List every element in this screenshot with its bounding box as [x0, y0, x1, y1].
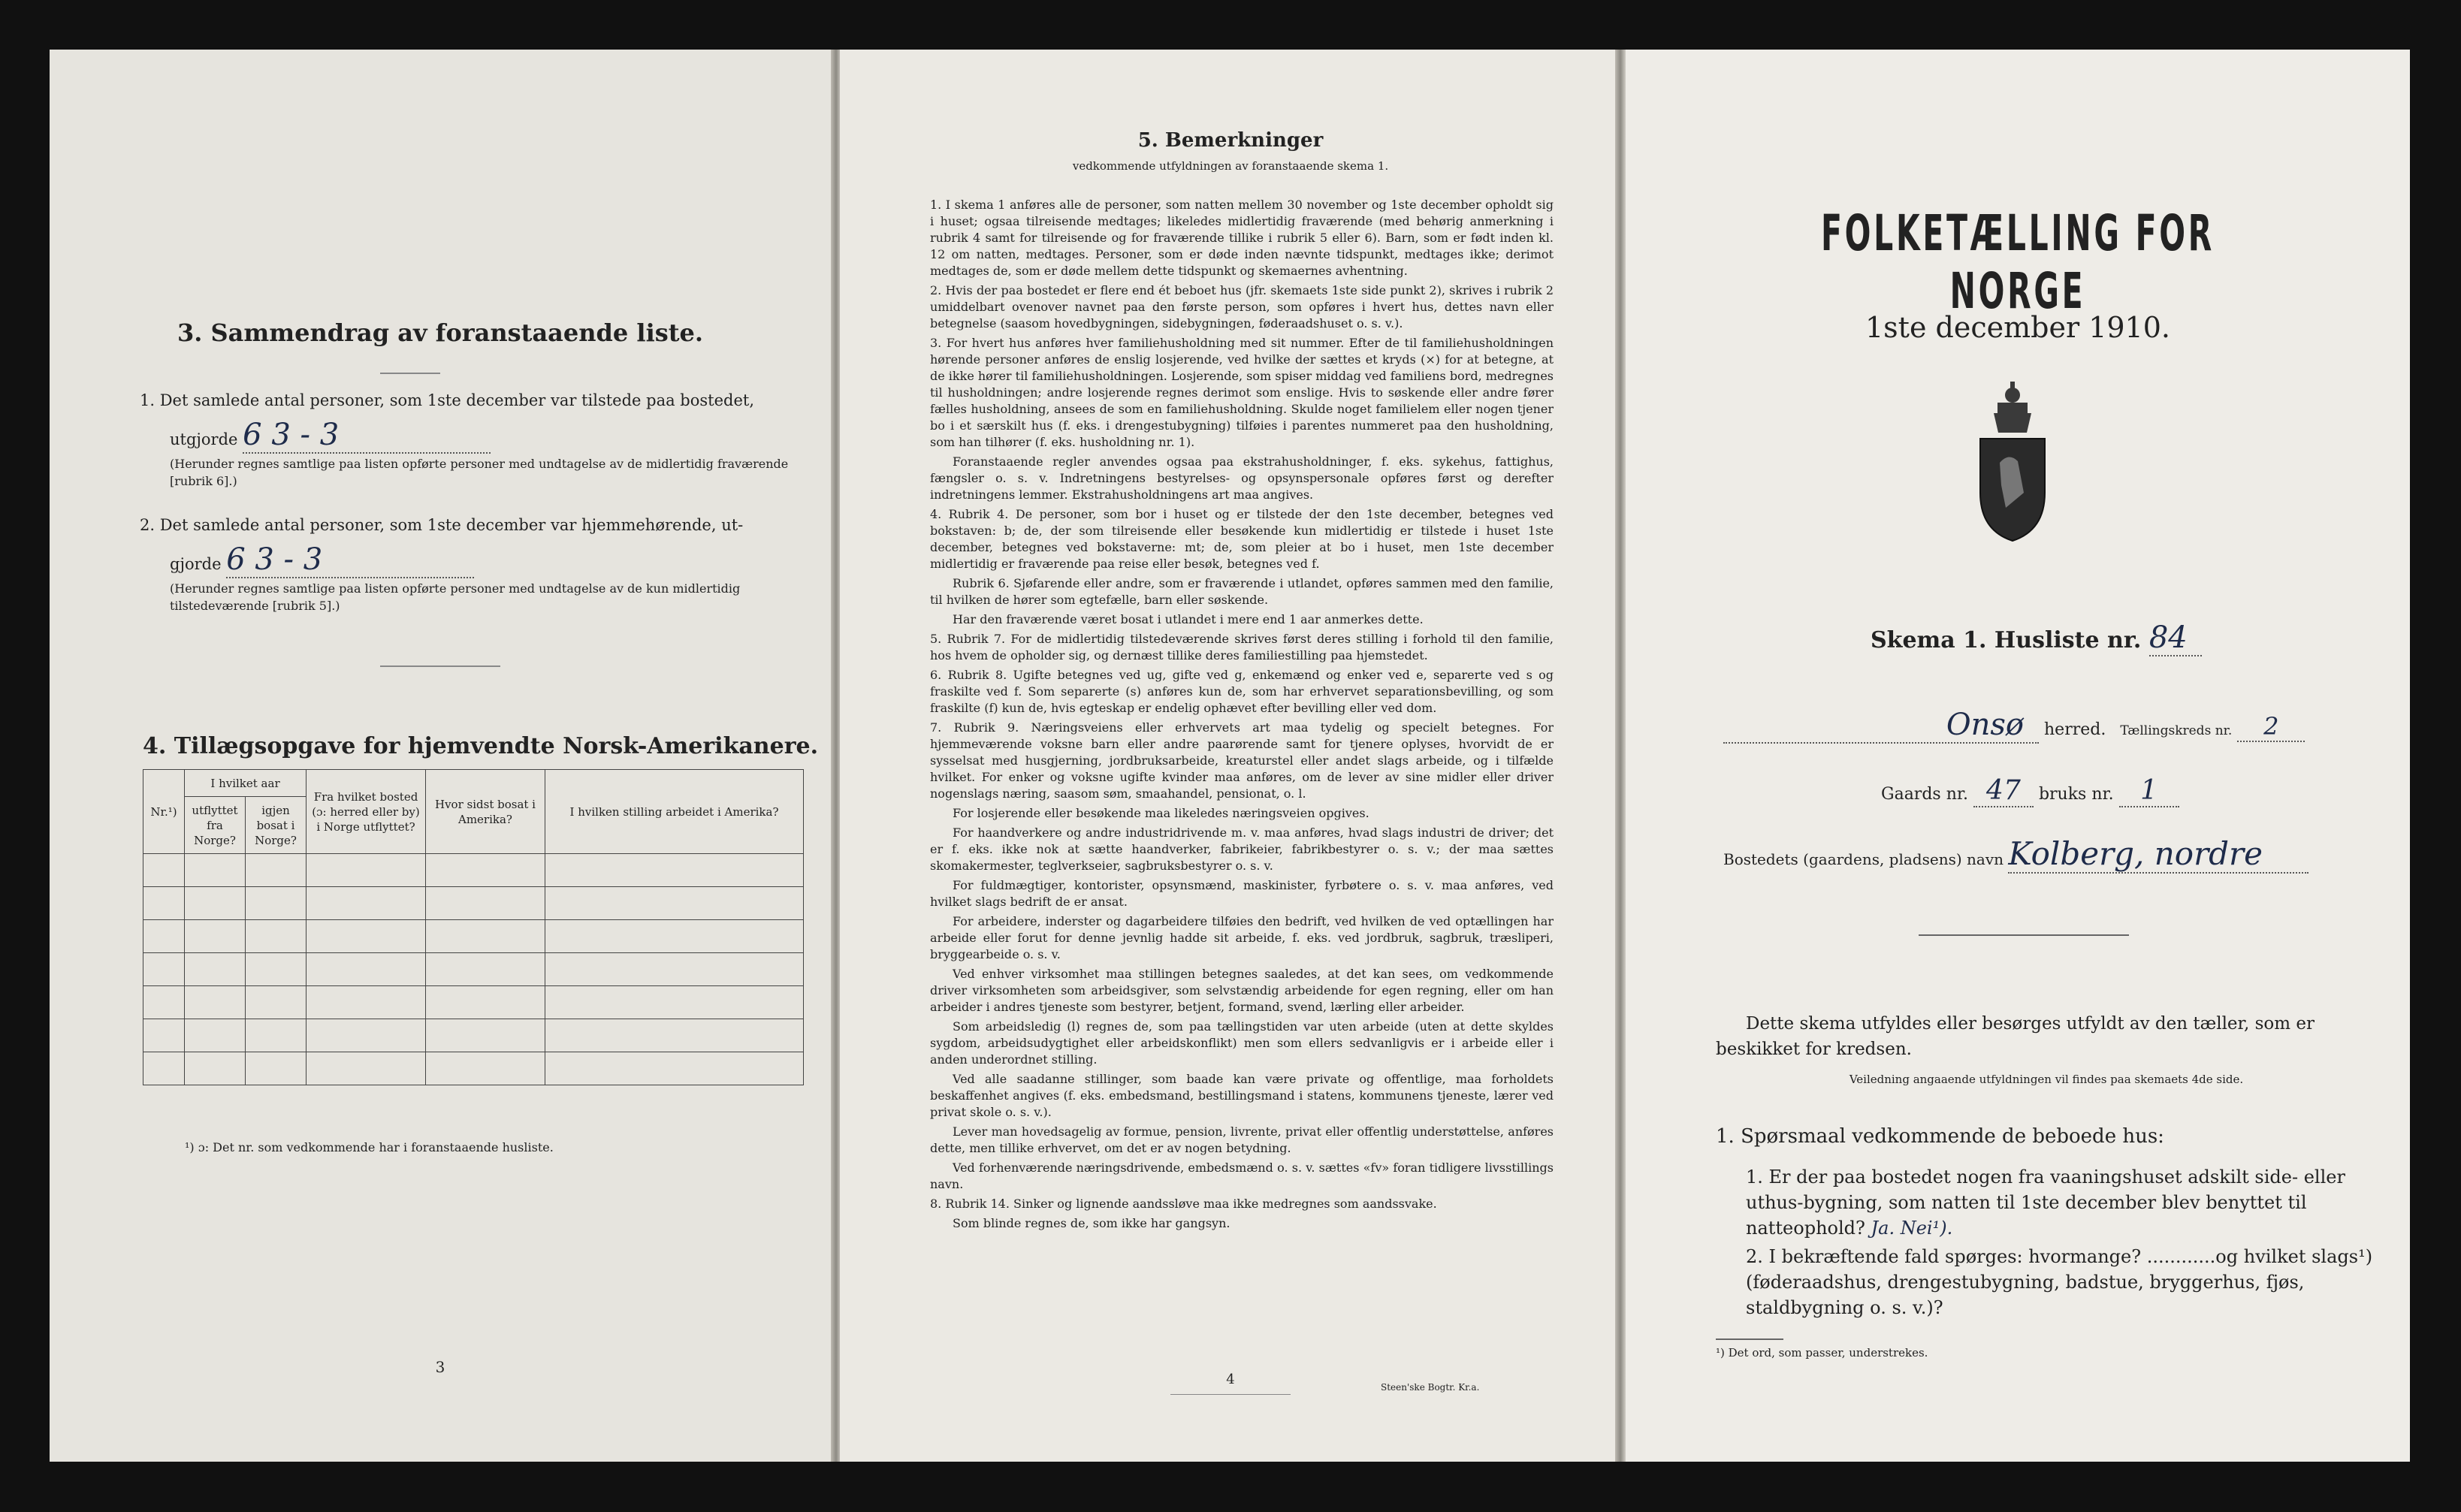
remark-paragraph: 5. Rubrik 7. For de midlertidig tilstedeværende skrives først deres stilling i forhold til den familie, hos hvem de opholder sig, og dernæst tillike deres familiestilling paa hjemstedet.: [930, 632, 1554, 662]
remark-paragraph: Har den fraværende været bosat i utlandet i mere end 1 aar anmerkes dette.: [953, 612, 1424, 626]
bruks-value: 1: [2119, 775, 2179, 807]
remark-paragraph: For haandverkere og andre industridrivende m. v. maa anføres, hvad slags industri de driver; det er f. eks. ikke nok at sætte haandverker, fabrikeier, fabrikbestyrer o. s. v.; der maa sættes skomakermester, teglverkseier, sagbruksbestyrer o. s. v.: [930, 825, 1554, 873]
remark-paragraph: 3. For hvert hus anføres hver familiehusholdning med sit nummer. Efter de til familiehusholdningen hørende personer anføres de enslig losjerende, ved hvilke der sættes et kryds (×) for at betegne, at de ikke hører til familiehusholdningen. Losjerende, som spiser middag ved familiens bord, medregnes til husholdningen; andre losjerende regnes derimot som enslige. Hvis to søskende eller andre fører fælles husholdning, ansees de som en familiehusholdning. Skulde noget familielem eller nogen tjener bo i et særskilt hus (f. eks. i drengestubygning) tilføies i parentes nummeret paa den husholdning, som han tilhører (f. eks. husholdning nr. 1).: [930, 336, 1554, 449]
page-fold: [1615, 50, 1626, 1462]
bosted-label: Bostedets (gaardens, pladsens) navn: [1723, 850, 2004, 868]
remark-paragraph: Ved forhenværende næringsdrivende, embedsmænd o. s. v. sættes «fv» foran tidligere livsstillings navn.: [930, 1160, 1554, 1191]
remark-paragraph: Foranstaaende regler anvendes ogsaa paa ekstrahusholdninger, f. eks. sykehus, fattighus, fængsler o. s. v. Indretningens bestyrelses- og opsynspersonale opføres først og derefter indretningens lemmer. Ekstrahusholdningens art maa angives.: [930, 454, 1554, 502]
skema-label: Skema 1. Husliste nr.: [1871, 627, 2142, 653]
herred-line: [1723, 708, 2384, 744]
kreds-label: Tællingskreds nr.: [2120, 723, 2233, 738]
intro-text: Dette skema utfyldes eller besørges utfyldt av den tæller, som er beskikket for kredsen.: [1716, 1014, 2315, 1059]
skema-line: [1871, 620, 2321, 656]
question-1-text: 1. Er der paa bostedet nogen fra vaaningshuset adskilt side- eller uthus-bygning, som natten til 1ste december blev benyttet til natteophold?: [1746, 1166, 2345, 1239]
bosted-value: Kolberg, nordre: [2008, 835, 2309, 874]
q1-text: 1. Det samlede antal personer, som 1ste december var tilstede paa bostedet,: [140, 391, 755, 409]
form-title: FOLKETÆLLING FOR NORGE: [1820, 204, 2215, 320]
remark-paragraph: 1. I skema 1 anføres alle de personer, som natten mellem 30 november og 1ste december opholdt sig i huset; ogsaa tilreisende medtages; likeledes midlertidig fraværende (med behørig anmerkning i rubrik 4 samt for tilreisende og for fraværende tillike i rubrik 5 eller 6). Barn, som er født inden kl. 12 om natten, medtages. Personer, som er døde inden nævnte tidspunkt, medtages ikke; derimot medtages de, som er døde mellem dette tidspunkt og skemaernes avhentning.: [930, 198, 1554, 278]
herred-label: herred.: [2044, 720, 2106, 739]
questions-heading: 1. Spørsmaal vedkommende de beboede hus:: [1716, 1125, 2164, 1148]
remark-paragraph: Lever man hovedsagelig av formue, pension, livrente, privat eller offentlig understøttelse, anføres dette, men tillike erhvervet, om det er av nogen betydning.: [930, 1124, 1554, 1155]
remark-paragraph: Ved alle saadanne stillinger, som baade kan være private og offentlige, maa forholdets beskaffenhet angives (f. eks. embedsmand, bestillingsmand i statens, kommunens tjeneste, lærer ved privat skole o. s. v.).: [930, 1072, 1554, 1119]
q1-utgjorde-label: utgjorde: [170, 430, 238, 448]
remark-paragraph: Ved enhver virksomhet maa stillingen betegnes saaledes, at det kan sees, om vedkommende driver virksomheten som arbeidsgiver, som selvstændig arbeidende for egen regning, eller om han arbeider i andres tjeneste som bestyrer, betjent, formand, svend, lærling eller arbeider.: [930, 967, 1554, 1014]
remark-paragraph: 8. Rubrik 14. Sinker og lignende aandssløve maa ikke medregnes som aandssvake.: [930, 1197, 1437, 1211]
remark-paragraph: 4. Rubrik 4. De personer, som bor i huset og er tilstede der den 1ste december, betegnes ved bokstaven: b; de, der som tilreisende eller besøkende kun midlertidig er tilstede i huset 1ste december, betegnes ved bokstaverne: mt; de, som pleier at bo i huset, men 1ste december midlertidig er fraværende paa reise eller besøk, betegnes ved f.: [930, 507, 1554, 571]
page-number: 4: [1226, 1372, 1235, 1387]
remark-paragraph: 6. Rubrik 8. Ugifte betegnes ved ug, gifte ved g, enkemænd og enker ved e, separerte ved s og fraskilte ved f. Som separerte (s) anføres kun de, som har erhvervet separationsbevilling, og som fraskilte (f) kun de, hvis egteskap er endelig ophævet efter bevilling eller ved dom.: [930, 668, 1554, 715]
table-row: [143, 854, 804, 887]
col-nr: Nr.¹): [143, 770, 185, 854]
table-footnote: ¹) ɔ: Det nr. som vedkommende har i foranstaaende husliste.: [185, 1140, 554, 1154]
q1-note: (Herunder regnes samtlige paa listen opførte personer med undtagelse av de midlertidig fraværende [rubrik 6].): [170, 457, 789, 488]
norsk-amerikanere-table: [143, 769, 804, 1085]
section-4-title: 4. Tillægsopgave for hjemvendte Norsk-Amerikanere.: [143, 733, 819, 759]
gaards-line: [1881, 775, 2332, 807]
col-emigrated: utflyttet fra Norge?: [185, 797, 246, 854]
bosted-line: [1723, 835, 2399, 874]
printer-mark: Steen'ske Bogtr. Kr.a.: [1381, 1382, 1480, 1393]
question-1-answer: Ja. Nei¹).: [1871, 1218, 1953, 1239]
gaards-label: Gaards nr.: [1881, 785, 1968, 804]
kreds-value: 2: [2237, 712, 2305, 742]
footnote-rule: [1716, 1338, 1783, 1340]
husliste-nr-value: 84: [2149, 620, 2202, 656]
col-last-place: Hvor sidst bosat i Amerika?: [426, 770, 545, 854]
table-row: [143, 953, 804, 986]
section-3-title: 3. Sammendrag av foranstaaende liste.: [177, 318, 704, 347]
intro-note: Veiledning angaaende utfyldningen vil findes paa skemaets 4de side.: [1849, 1073, 2244, 1086]
q2-answer-line: [170, 542, 696, 578]
remarks-subtitle: vedkommende utfyldningen av foranstaaende skema 1.: [1072, 159, 1389, 173]
norwegian-coat-of-arms-icon: [1964, 380, 2061, 545]
divider: [1170, 1394, 1291, 1395]
remark-paragraph: 7. Rubrik 9. Næringsveiens eller erhvervets art maa tydelig og specielt betegnes. For hjemmeværende voksne barn eller andre paarørende samt for tjenere oplyses, hvorvidt de er sysselsat med husgjerning, jordbruksarbeide, kreaturstel eller andet slags arbeide, og i tilfælde hvilket. For enker og voksne ugifte kvinder maa anføres, om de lever av sine midler eller driver nogenslags næring, saasom søm, smaahandel, pensionat, o. l.: [930, 720, 1554, 801]
col-occupation: I hvilken stilling arbeidet i Amerika?: [545, 770, 804, 854]
divider: [1919, 934, 2129, 936]
q2-handwritten-value: 6 3 - 3: [226, 542, 474, 578]
q1-handwritten-value: 6 3 - 3: [243, 418, 491, 454]
middle-page: [840, 50, 1621, 1462]
table-row: [143, 920, 804, 953]
q1-answer-line: [170, 418, 696, 454]
remark-paragraph: Som arbeidsledig (l) regnes de, som paa tællingstiden var uten arbeide (uten at dette skyldes sygdom, arbeidsudygtighet eller arbeidskonflikt) men som ellers sedvanligvis er i arbeide eller i anden underordnet stilling.: [930, 1019, 1554, 1067]
q2-note: (Herunder regnes samtlige paa listen opførte personer med undtagelse av de kun midlertidig tilstedeværende [rubrik 5].): [170, 581, 741, 613]
right-page: [1626, 50, 2410, 1462]
col-from-place: Fra hvilket bosted (ɔ: herred eller by) i Norge utflyttet?: [306, 770, 426, 854]
remark-paragraph: Rubrik 6. Sjøfarende eller andre, som er fraværende i utlandet, opføres sammen med den familie, til hvilken de hører som egtefælle, barn eller søskende.: [930, 576, 1554, 607]
remark-paragraph: 2. Hvis der paa bostedet er flere end ét beboet hus (jfr. skemaets 1ste side punkt 2), skrives i rubrik 2 umiddelbart ovenover navnet paa den første person, som opføres i hvert hus, dettes navn eller betegnelse (saasom hovedbygningen, sidebygningen, føderaadshuset o. s. v.).: [930, 283, 1554, 330]
remark-paragraph: For fuldmægtiger, kontorister, opsynsmænd, maskinister, fyrbøtere o. s. v. maa anføres, ved hvilket slags bedrift de er ansat.: [930, 878, 1554, 909]
col-year-group: I hvilket aar: [185, 770, 306, 797]
q2-text: 2. Det samlede antal personer, som 1ste december var hjemmehørende, ut-: [140, 516, 744, 534]
bruks-label: bruks nr.: [2038, 785, 2114, 804]
gaards-value: 47: [1973, 775, 2034, 807]
table-row: [143, 887, 804, 920]
question-2: 2. I bekræftende fald spørges: hvormange? ............og hvilket slags¹) (føderaadshus, drengestubygning, badstue, bryggerhus, fjøs, staldbygning o. s. v.)?: [1746, 1246, 2373, 1318]
remark-paragraph: Som blinde regnes de, som ikke har gangsyn.: [953, 1216, 1230, 1230]
page-number: 3: [435, 1358, 445, 1376]
remark-paragraph: For arbeidere, inderster og dagarbeidere tilføies den bedrift, ved hvilken de ved optællingen har arbeide eller forut for denne jevnlig hadde sit arbeide, f. eks. ved jordbruk, sagbruk, træsliperi, bryggearbeide o. s. v.: [930, 914, 1554, 961]
left-page: [50, 50, 831, 1462]
table-row: [143, 1052, 804, 1085]
footnote: ¹) Det ord, som passer, understrekes.: [1716, 1346, 1928, 1360]
table-row: [143, 986, 804, 1019]
question-1: [1746, 1164, 2377, 1241]
divider: [380, 665, 500, 667]
divider: [380, 373, 440, 374]
herred-value: Onsø: [1723, 708, 2039, 744]
remarks-body: [930, 197, 1554, 1235]
form-date: 1ste december 1910.: [1865, 311, 2170, 344]
q2-utgjorde-label: gjorde: [170, 555, 222, 573]
remark-paragraph: For losjerende eller besøkende maa likeledes næringsveien opgives.: [953, 806, 1369, 820]
remarks-title: 5. Bemerkninger: [1137, 129, 1324, 152]
table-row: [143, 1019, 804, 1052]
col-returned: igjen bosat i Norge?: [246, 797, 306, 854]
